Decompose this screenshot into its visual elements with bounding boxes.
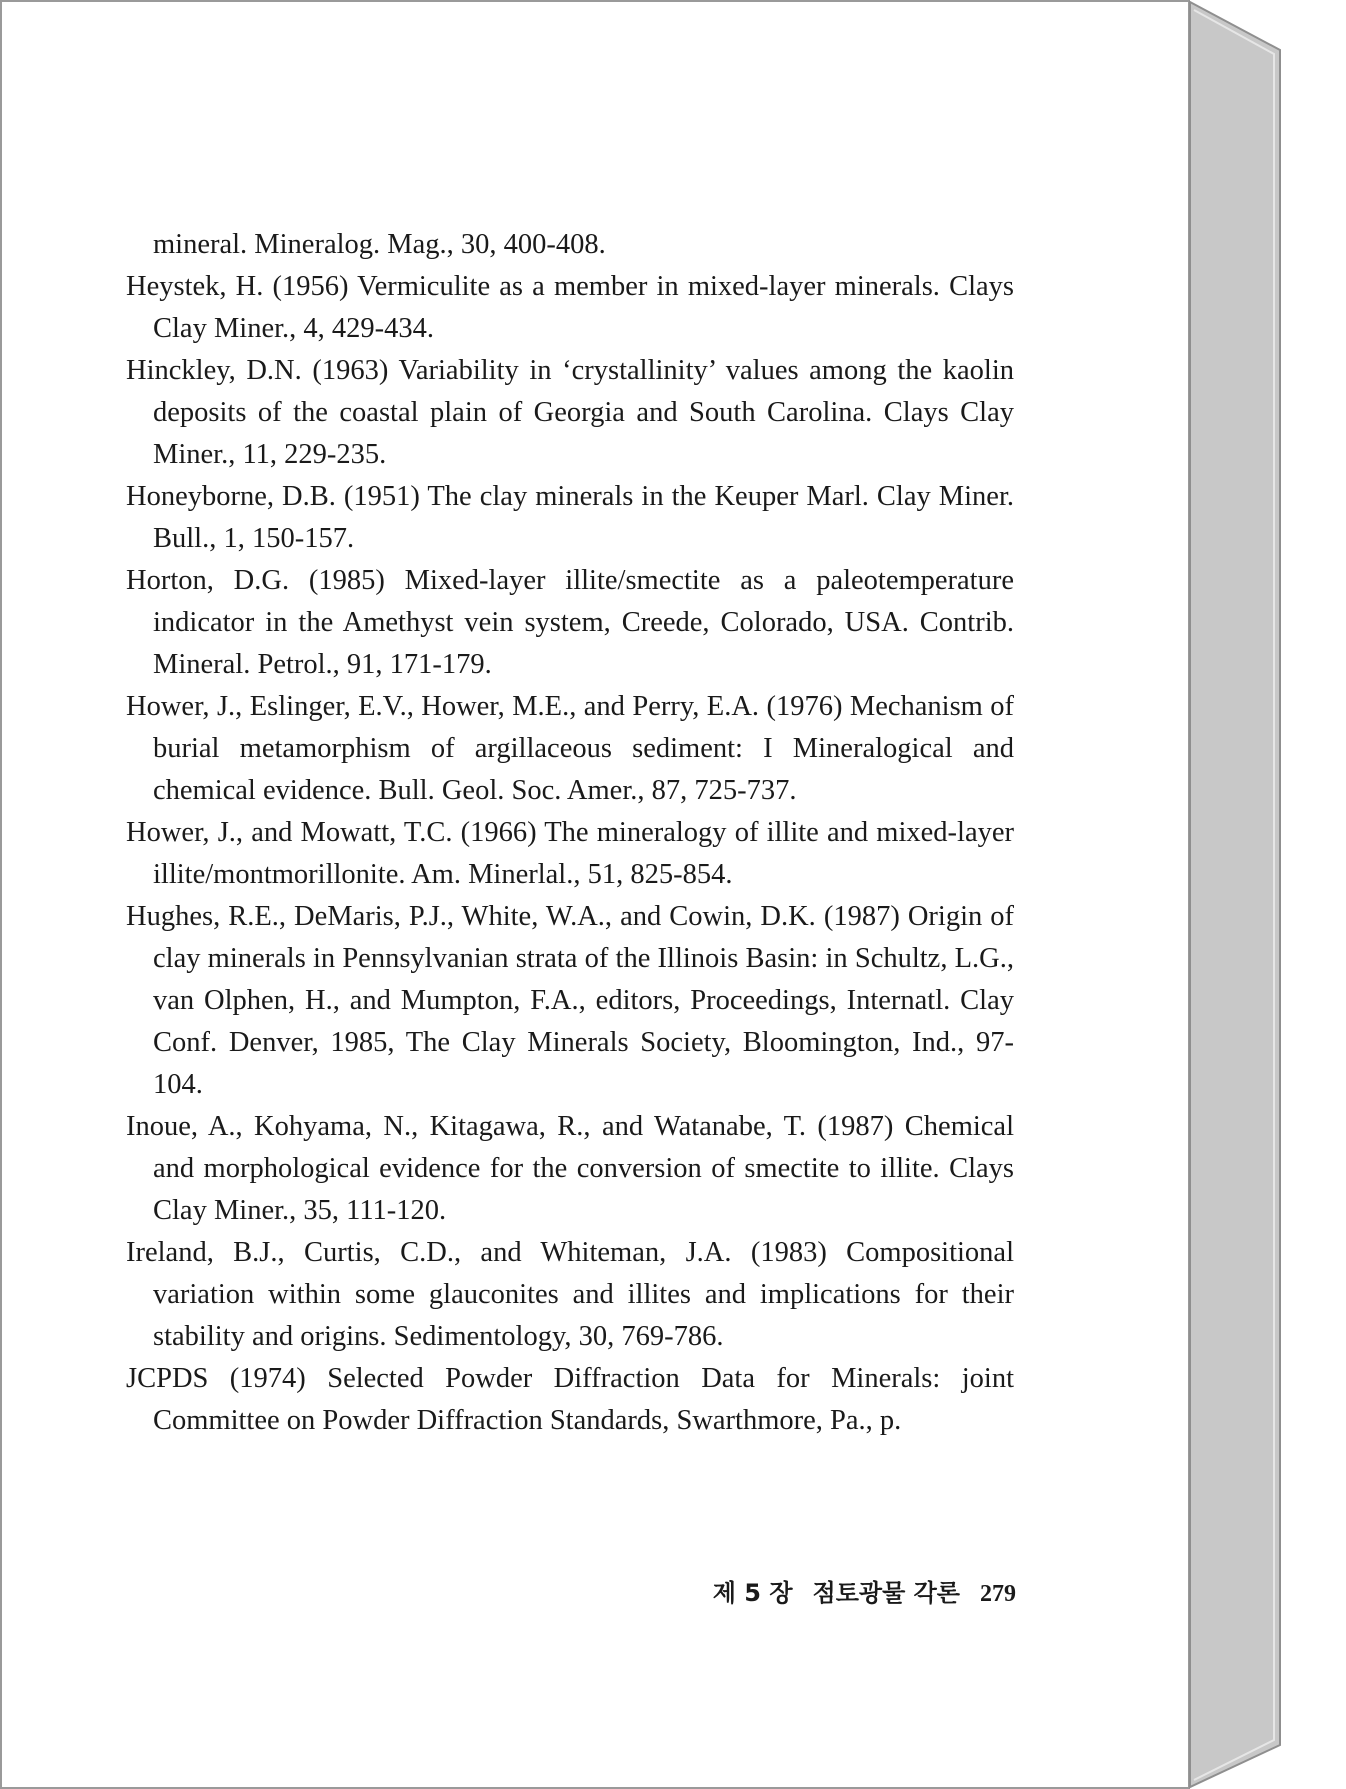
footer-chapter: 제 5 장 <box>712 1579 793 1607</box>
reference-item: mineral. Mineralog. Mag., 30, 400-408. <box>153 229 606 260</box>
reference-item: Hower, J., Eslinger, E.V., Hower, M.E., and Perry, E.A. (1976) Mechanism of burial metamorphism of argillaceous sediment: I Mineralogical and chemical evidence. Bull. Geol. Soc. Amer., 87, 725-737. <box>126 691 1014 806</box>
reference-item: Horton, D.G. (1985) Mixed-layer illite/smectite as a paleotemperature indicator in the Amethyst vein system, Creede, Colorado, USA. Contrib. Mineral. Petrol., 91, 171-179. <box>126 565 1014 680</box>
reference-item: Hinckley, D.N. (1963) Variability in ‘crystallinity’ values among the kaolin deposits of the coastal plain of Georgia and South Carolina. Clays Clay Miner., 11, 229-235. <box>126 355 1014 470</box>
reference-item: Hower, J., and Mowatt, T.C. (1966) The mineralogy of illite and mixed-layer illite/montmorillonite. Am. Minerlal., 51, 825-854. <box>126 817 1014 890</box>
reference-item: Ireland, B.J., Curtis, C.D., and Whiteman, J.A. (1983) Compositional variation within some glauconites and illites and implications for their stability and origins. Sedimentology, 30, 769-786. <box>126 1237 1014 1352</box>
page-number: 279 <box>980 1581 1016 1607</box>
reference-item: JCPDS (1974) Selected Powder Diffraction Data for Minerals: joint Committee on Powder Diffraction Standards, Swarthmore, Pa., p. <box>126 1363 1014 1436</box>
book-side-face <box>1190 2 1280 1787</box>
reference-item: Honeyborne, D.B. (1951) The clay minerals in the Keuper Marl. Clay Miner. Bull., 1, 150-157. <box>126 481 1014 554</box>
reference-item: Hughes, R.E., DeMaris, P.J., White, W.A., and Cowin, D.K. (1987) Origin of clay minerals in Pennsylvanian strata of the Illinois Basin: in Schultz, L.G., van Olphen, H., and Mumpton, F.A., editors, Proceedings, Internatl. Clay Conf. Denver, 1985, The Clay Minerals Society, Bloomington, Ind., 97-104. <box>126 901 1014 1100</box>
reference-item: Inoue, A., Kohyama, N., Kitagawa, R., and Watanabe, T. (1987) Chemical and morphological evidence for the conversion of smectite to illite. Clays Clay Miner., 35, 111-120. <box>126 1111 1014 1226</box>
footer-section-title: 점토광물 각론 <box>812 1579 960 1607</box>
reference-item: Heystek, H. (1956) Vermiculite as a member in mixed-layer minerals. Clays Clay Miner., 4, 429-434. <box>126 271 1014 344</box>
